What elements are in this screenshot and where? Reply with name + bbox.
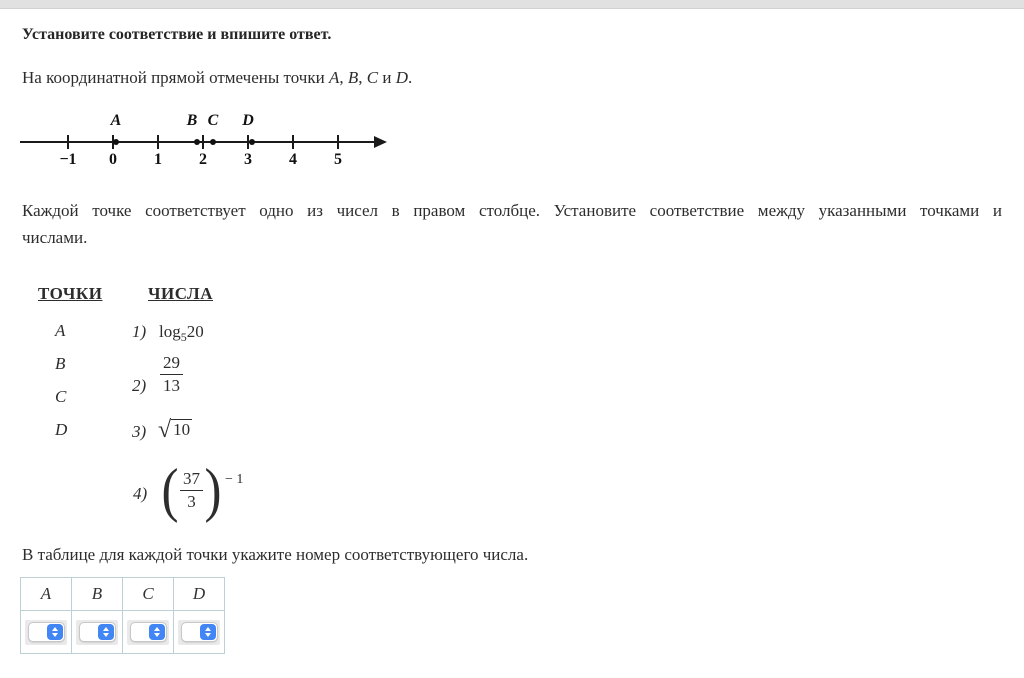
log-arg: 20	[186, 322, 204, 341]
answer-select-b[interactable]	[76, 620, 118, 645]
matching-block	[22, 284, 362, 539]
answer-select-d[interactable]	[178, 620, 220, 645]
fraction-numerator: 29	[160, 353, 183, 375]
tick-label: −1	[59, 151, 77, 168]
right-paren: )	[204, 457, 222, 523]
log-fn: log	[159, 322, 181, 341]
answer-header-a: A	[21, 578, 72, 611]
intro-point-d: D	[395, 68, 408, 87]
number-3-label: 3)	[132, 422, 147, 441]
numbers-column-header: ЧИСЛА	[148, 284, 213, 303]
tick-label: 3	[244, 151, 252, 168]
number-4-label: 4)	[133, 484, 148, 503]
intro-point-a: A	[328, 68, 340, 87]
point-dot-d	[249, 139, 255, 145]
answer-select-c[interactable]	[127, 620, 169, 645]
task-paragraph	[22, 197, 1002, 251]
intro-and: и	[378, 68, 396, 87]
point-dot-a	[113, 139, 119, 145]
point-dot-c	[210, 139, 216, 145]
point-label-c: C	[207, 112, 219, 129]
left-paren: (	[161, 457, 179, 523]
axis-arrow-icon	[374, 136, 387, 148]
tick-label: 4	[289, 151, 297, 168]
page-title: Установите соответствие и впишите ответ.	[22, 26, 332, 43]
number-2-label: 2)	[132, 376, 147, 395]
intro-text: На координатной прямой отмечены точки	[22, 68, 329, 87]
tick-label: 1	[154, 151, 162, 168]
tick-mark	[292, 135, 294, 149]
select-stepper-icon	[149, 624, 165, 640]
select-stepper-icon	[200, 624, 216, 640]
fraction-numerator: 37	[180, 469, 203, 491]
number-2-formula	[160, 353, 183, 396]
match-point-b: B	[55, 354, 66, 373]
answer-table	[20, 577, 225, 654]
number-1-formula	[159, 322, 204, 345]
radicand: 10	[173, 420, 191, 439]
select-stepper-icon	[98, 624, 114, 640]
tick-mark	[67, 135, 69, 149]
log-base: 5	[180, 330, 187, 344]
answer-header-d: D	[174, 578, 225, 611]
select-stepper-icon	[47, 624, 63, 640]
number-3-formula	[158, 417, 192, 443]
fraction-denominator: 13	[163, 376, 180, 395]
answer-header-b: B	[72, 578, 123, 611]
tick-label: 0	[109, 151, 117, 168]
answer-select-a[interactable]	[25, 620, 67, 645]
number-1-label: 1)	[132, 322, 147, 341]
intro-sep: ,	[339, 68, 348, 87]
intro-point-b: B	[347, 68, 359, 87]
intro-line	[22, 68, 412, 88]
point-label-d: D	[242, 112, 254, 129]
points-column-header: ТОЧКИ	[38, 284, 103, 303]
intro-sep: ,	[358, 68, 367, 87]
point-dot-b	[194, 139, 200, 145]
answer-instruction: В таблице для каждой точки укажите номер соответствующего числа.	[22, 545, 529, 564]
radical-sign: √	[158, 417, 172, 443]
tick-mark	[337, 135, 339, 149]
answer-select-row	[21, 611, 225, 654]
intro-period: .	[407, 68, 413, 87]
answer-header-c: C	[123, 578, 174, 611]
match-point-d: D	[55, 420, 68, 439]
tick-mark	[157, 135, 159, 149]
match-point-a: A	[55, 321, 66, 340]
number-4-formula	[160, 456, 243, 524]
paragraph-line-1: Каждой точке соответствует одно из чисел в правом столбце. Установите соответствие между указанными точками и	[22, 201, 1002, 220]
answer-header-row	[21, 578, 225, 611]
top-gray-bar	[0, 0, 1024, 9]
match-point-c: C	[55, 387, 67, 406]
point-label-b: B	[186, 112, 198, 129]
number-line-figure	[20, 110, 400, 182]
fraction-denominator: 3	[187, 491, 196, 511]
tick-label: 2	[199, 151, 207, 168]
intro-point-c: C	[366, 68, 379, 87]
tick-mark	[202, 135, 204, 149]
point-label-a: A	[110, 112, 122, 129]
tick-label: 5	[334, 151, 342, 168]
exponent: − 1	[224, 472, 244, 487]
paragraph-line-2: числами.	[22, 228, 88, 247]
